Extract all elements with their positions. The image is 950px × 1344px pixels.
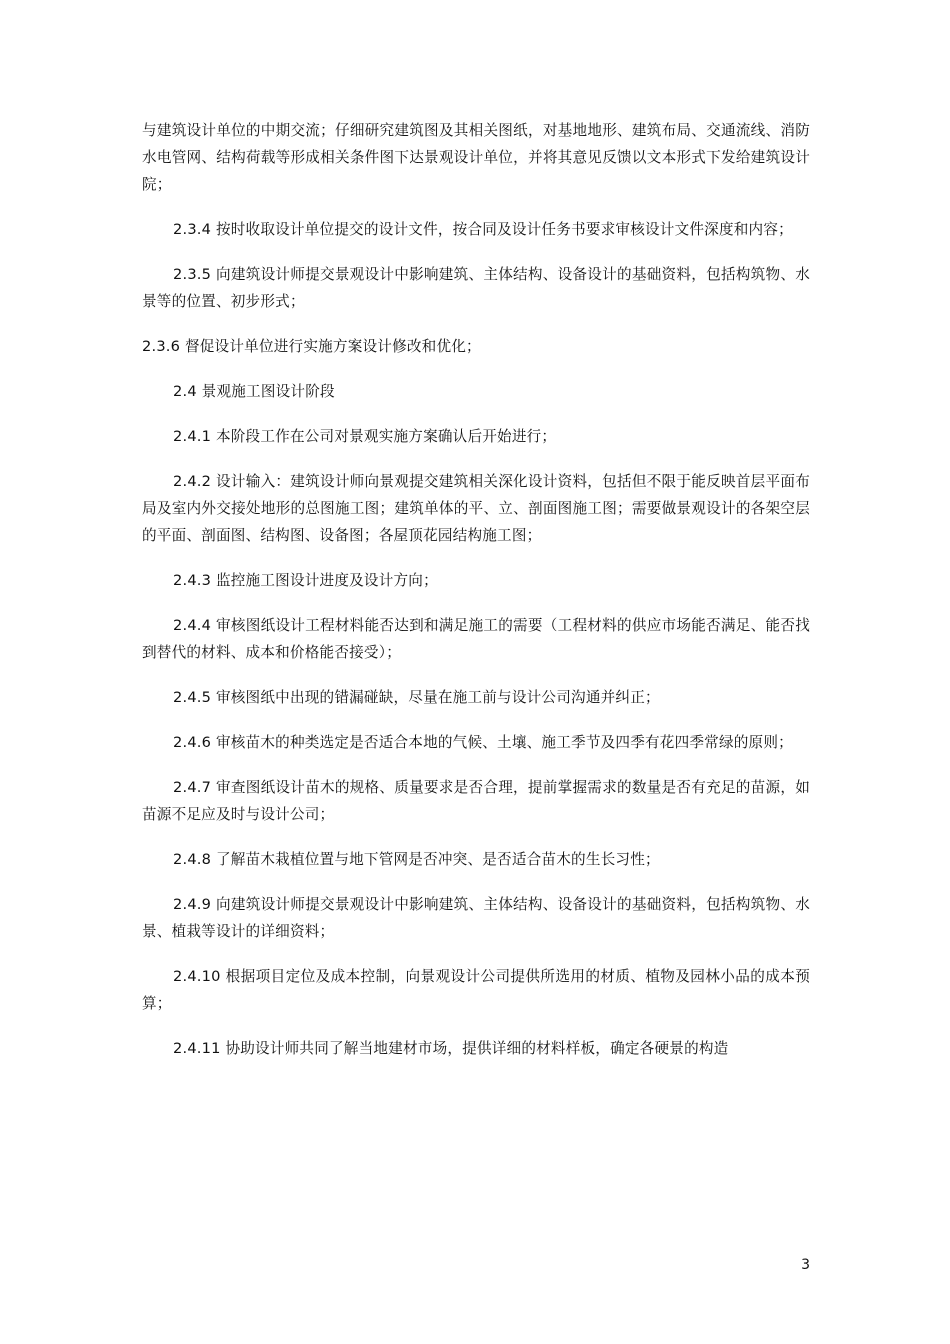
- paragraph: 2.4.10 根据项目定位及成本控制，向景观设计公司提供所选用的材质、植物及园林小品的成本预算；: [142, 968, 810, 1012]
- paragraph: 与建筑设计单位的中期交流；仔细研究建筑图及其相关图纸，对基地地形、建筑布局、交通流线、消防水电管网、结构荷载等形成相关条件图下达景观设计单位，并将其意见反馈以文本形式下发给建筑设计院；: [142, 122, 810, 193]
- paragraph: 2.3.5 向建筑设计师提交景观设计中影响建筑、主体结构、设备设计的基础资料，包括构筑物、水景等的位置、初步形式；: [142, 266, 810, 310]
- paragraph: 2.4.3 监控施工图设计进度及设计方向；: [173, 572, 438, 589]
- page-number: 3: [801, 1257, 810, 1273]
- document-body: [142, 117, 810, 1080]
- paragraph: 2.4.8 了解苗木栽植位置与地下管网是否冲突、是否适合苗木的生长习性；: [173, 851, 660, 868]
- paragraph: 2.4.9 向建筑设计师提交景观设计中影响建筑、主体结构、设备设计的基础资料，包括构筑物、水景、植栽等设计的详细资料；: [142, 896, 810, 940]
- paragraph: 2.4.6 审核苗木的种类选定是否适合本地的气候、土壤、施工季节及四季有花四季常绿的原则；: [173, 734, 793, 751]
- paragraph: 2.4.2 设计输入：建筑设计师向景观提交建筑相关深化设计资料，包括但不限于能反映首层平面布局及室内外交接处地形的总图施工图；建筑单体的平、立、剖面图施工图；需要做景观设计的各架空层的平面、剖面图、结构图、设备图；各屋顶花园结构施工图；: [142, 473, 810, 544]
- section-heading: 2.4 景观施工图设计阶段: [173, 383, 335, 400]
- paragraph: 2.4.4 审核图纸设计工程材料能否达到和满足施工的需要（工程材料的供应市场能否满足、能否找到替代的材料、成本和价格能否接受）；: [142, 617, 810, 661]
- paragraph: 2.4.1 本阶段工作在公司对景观实施方案确认后开始进行；: [173, 428, 557, 445]
- paragraph: 2.4.5 审核图纸中出现的错漏碰缺，尽量在施工前与设计公司沟通并纠正；: [173, 689, 660, 706]
- paragraph: 2.4.7 审查图纸设计苗木的规格、质量要求是否合理，提前掌握需求的数量是否有充足的苗源，如苗源不足应及时与设计公司；: [142, 779, 810, 823]
- paragraph: 2.3.4 按时收取设计单位提交的设计文件，按合同及设计任务书要求审核设计文件深度和内容；: [173, 221, 793, 238]
- paragraph: 2.4.11 协助设计师共同了解当地建材市场，提供详细的材料样板，确定各硬景的构造: [173, 1040, 729, 1057]
- paragraph: 2.3.6 督促设计单位进行实施方案设计修改和优化；: [142, 338, 481, 355]
